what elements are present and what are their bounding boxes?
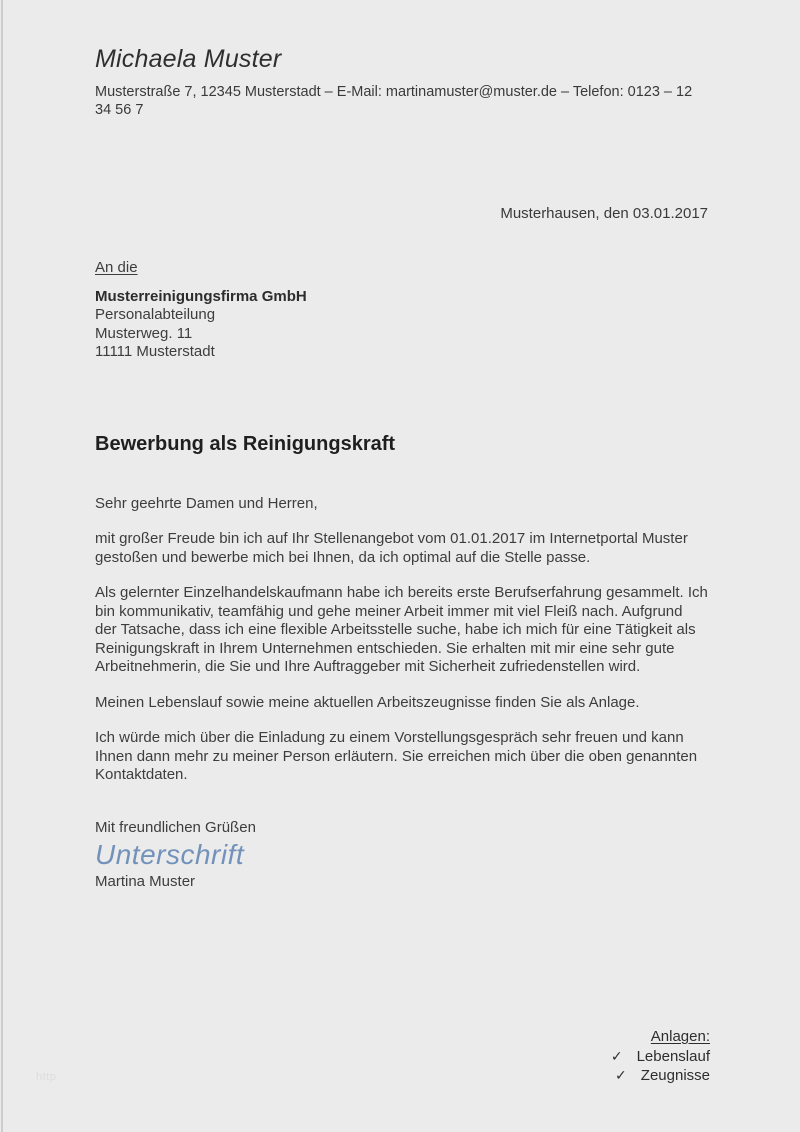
attachment-item [611, 1047, 710, 1066]
attachment-item [611, 1066, 710, 1085]
closing-block [95, 819, 708, 892]
signer-name: Martina Muster [95, 873, 196, 890]
recipient-intro: An die [95, 259, 138, 276]
body-paragraph-3: Meinen Lebenslauf sowie meine aktuellen Arbeitszeugnisse finden Sie als Anlage. [95, 693, 640, 711]
sender-name: Michaela Muster [95, 45, 282, 73]
attachments-block [611, 1027, 710, 1085]
sender-contact-line: Musterstraße 7, 12345 Musterstadt – E-Mail: martinamuster@muster.de – Telefon: 0123 – 12 34 56 7 [95, 84, 693, 118]
closing-regards: Mit freundlichen Grüßen [95, 818, 256, 836]
attachment-label: Lebenslauf [636, 1048, 710, 1065]
recipient-city: 11111 Musterstadt [95, 343, 215, 360]
body-paragraph-4: Ich würde mich über die Einladung zu einem Vorstellungsgespräch sehr freuen und kann Ihnen dann mehr zu meiner Person erläutern. Sie erreichen mich über die oben genannten Kontaktdaten. [95, 729, 698, 783]
attachments-title: Anlagen: [650, 1028, 710, 1045]
recipient-block [95, 259, 708, 362]
recipient-street: Musterweg. 11 [95, 324, 193, 342]
date-line: Musterhausen, den 03.01.2017 [500, 205, 708, 222]
subject-line: Bewerbung als Reinigungskraft [95, 432, 396, 455]
attachment-label: Zeugnisse [640, 1067, 710, 1084]
body-paragraph-2: Als gelernter Einzelhandelskaufmann habe ich bereits erste Berufserfahrung gesammelt. Ich bin kommunikativ, teamfähig und gehe meiner Arbeit immer mit viel Fleiß nach. Aufgrund der Tatsache, dass ich eine flexible Arbeitsstelle suche, habe ich mich für eine Tätigkeit als Reinigungskraft in Ihrem Unternehmen entschieden. Sie erhalten mit mir eine sehr gute Arbeitnehmerin, die Sie und Ihre Auftraggeber mit Sicherheit zufriedenstellen wird. [95, 584, 708, 675]
body-paragraph-1: mit großer Freude bin ich auf Ihr Stellenangebot vom 01.01.2017 im Internetportal Muster gestoßen und bewerbe mich bei Ihnen, da ich optimal auf die Stelle passe. [95, 530, 688, 566]
check-icon: ✓ [610, 1048, 623, 1064]
recipient-company: Musterreinigungsfirma GmbH [95, 287, 307, 305]
check-icon: ✓ [615, 1067, 627, 1083]
sender-header [95, 0, 708, 119]
watermark-text: http [36, 1071, 57, 1083]
salutation-line: Sehr geehrte Damen und Herren, [95, 494, 318, 512]
handwritten-signature: Unterschrift [95, 839, 245, 870]
recipient-department: Personalabteilung [95, 306, 216, 323]
